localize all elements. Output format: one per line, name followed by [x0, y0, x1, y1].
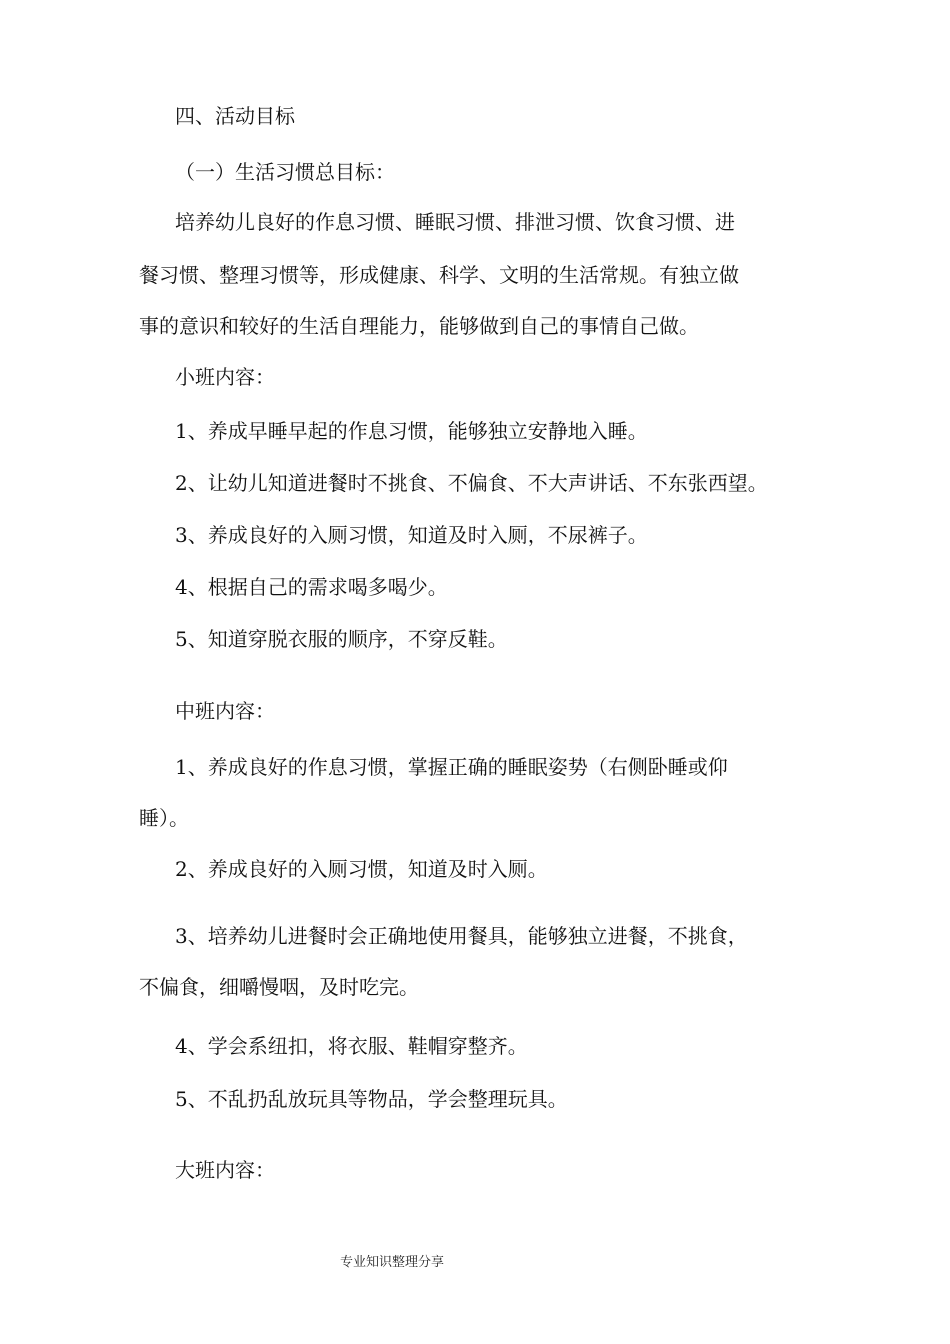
small-class-item: 3、养成良好的入厕习惯，知道及时入厕，不尿裤子。	[175, 523, 648, 547]
goal-paragraph-line: 培养幼儿良好的作息习惯、睡眠习惯、排泄习惯、饮食习惯、进	[175, 210, 735, 234]
small-class-item: 5、知道穿脱衣服的顺序，不穿反鞋。	[175, 627, 508, 651]
middle-class-item: 1、养成良好的作息习惯，掌握正确的睡眠姿势（右侧卧睡或仰	[175, 755, 728, 779]
goal-paragraph-line: 事的意识和较好的生活自理能力，能够做到自己的事情自己做。	[139, 314, 699, 338]
middle-class-title: 中班内容：	[175, 699, 275, 723]
middle-class-item: 2、养成良好的入厕习惯，知道及时入厕。	[175, 857, 548, 881]
small-class-item: 4、根据自己的需求喝多喝少。	[175, 575, 448, 599]
large-class-title: 大班内容：	[175, 1158, 275, 1182]
subsection-heading: （一）生活习惯总目标：	[175, 160, 395, 184]
middle-class-item: 5、不乱扔乱放玩具等物品，学会整理玩具。	[175, 1087, 568, 1111]
small-class-title: 小班内容：	[175, 365, 275, 389]
middle-class-item: 3、培养幼儿进餐时会正确地使用餐具，能够独立进餐，不挑食，	[175, 924, 748, 948]
middle-class-item-continuation: 不偏食，细嚼慢咽，及时吃完。	[139, 975, 419, 999]
small-class-item: 1、养成早睡早起的作息习惯，能够独立安静地入睡。	[175, 419, 648, 443]
middle-class-item: 4、学会系纽扣，将衣服、鞋帽穿整齐。	[175, 1034, 528, 1058]
page-footer: 专业知识整理分享	[340, 1255, 445, 1270]
middle-class-item-continuation: 睡）。	[139, 806, 189, 830]
small-class-item: 2、让幼儿知道进餐时不挑食、不偏食、不大声讲话、不东张西望。	[175, 471, 768, 495]
goal-paragraph-line: 餐习惯、整理习惯等，形成健康、科学、文明的生活常规。有独立做	[139, 263, 739, 287]
section-heading: 四、活动目标	[175, 104, 295, 128]
